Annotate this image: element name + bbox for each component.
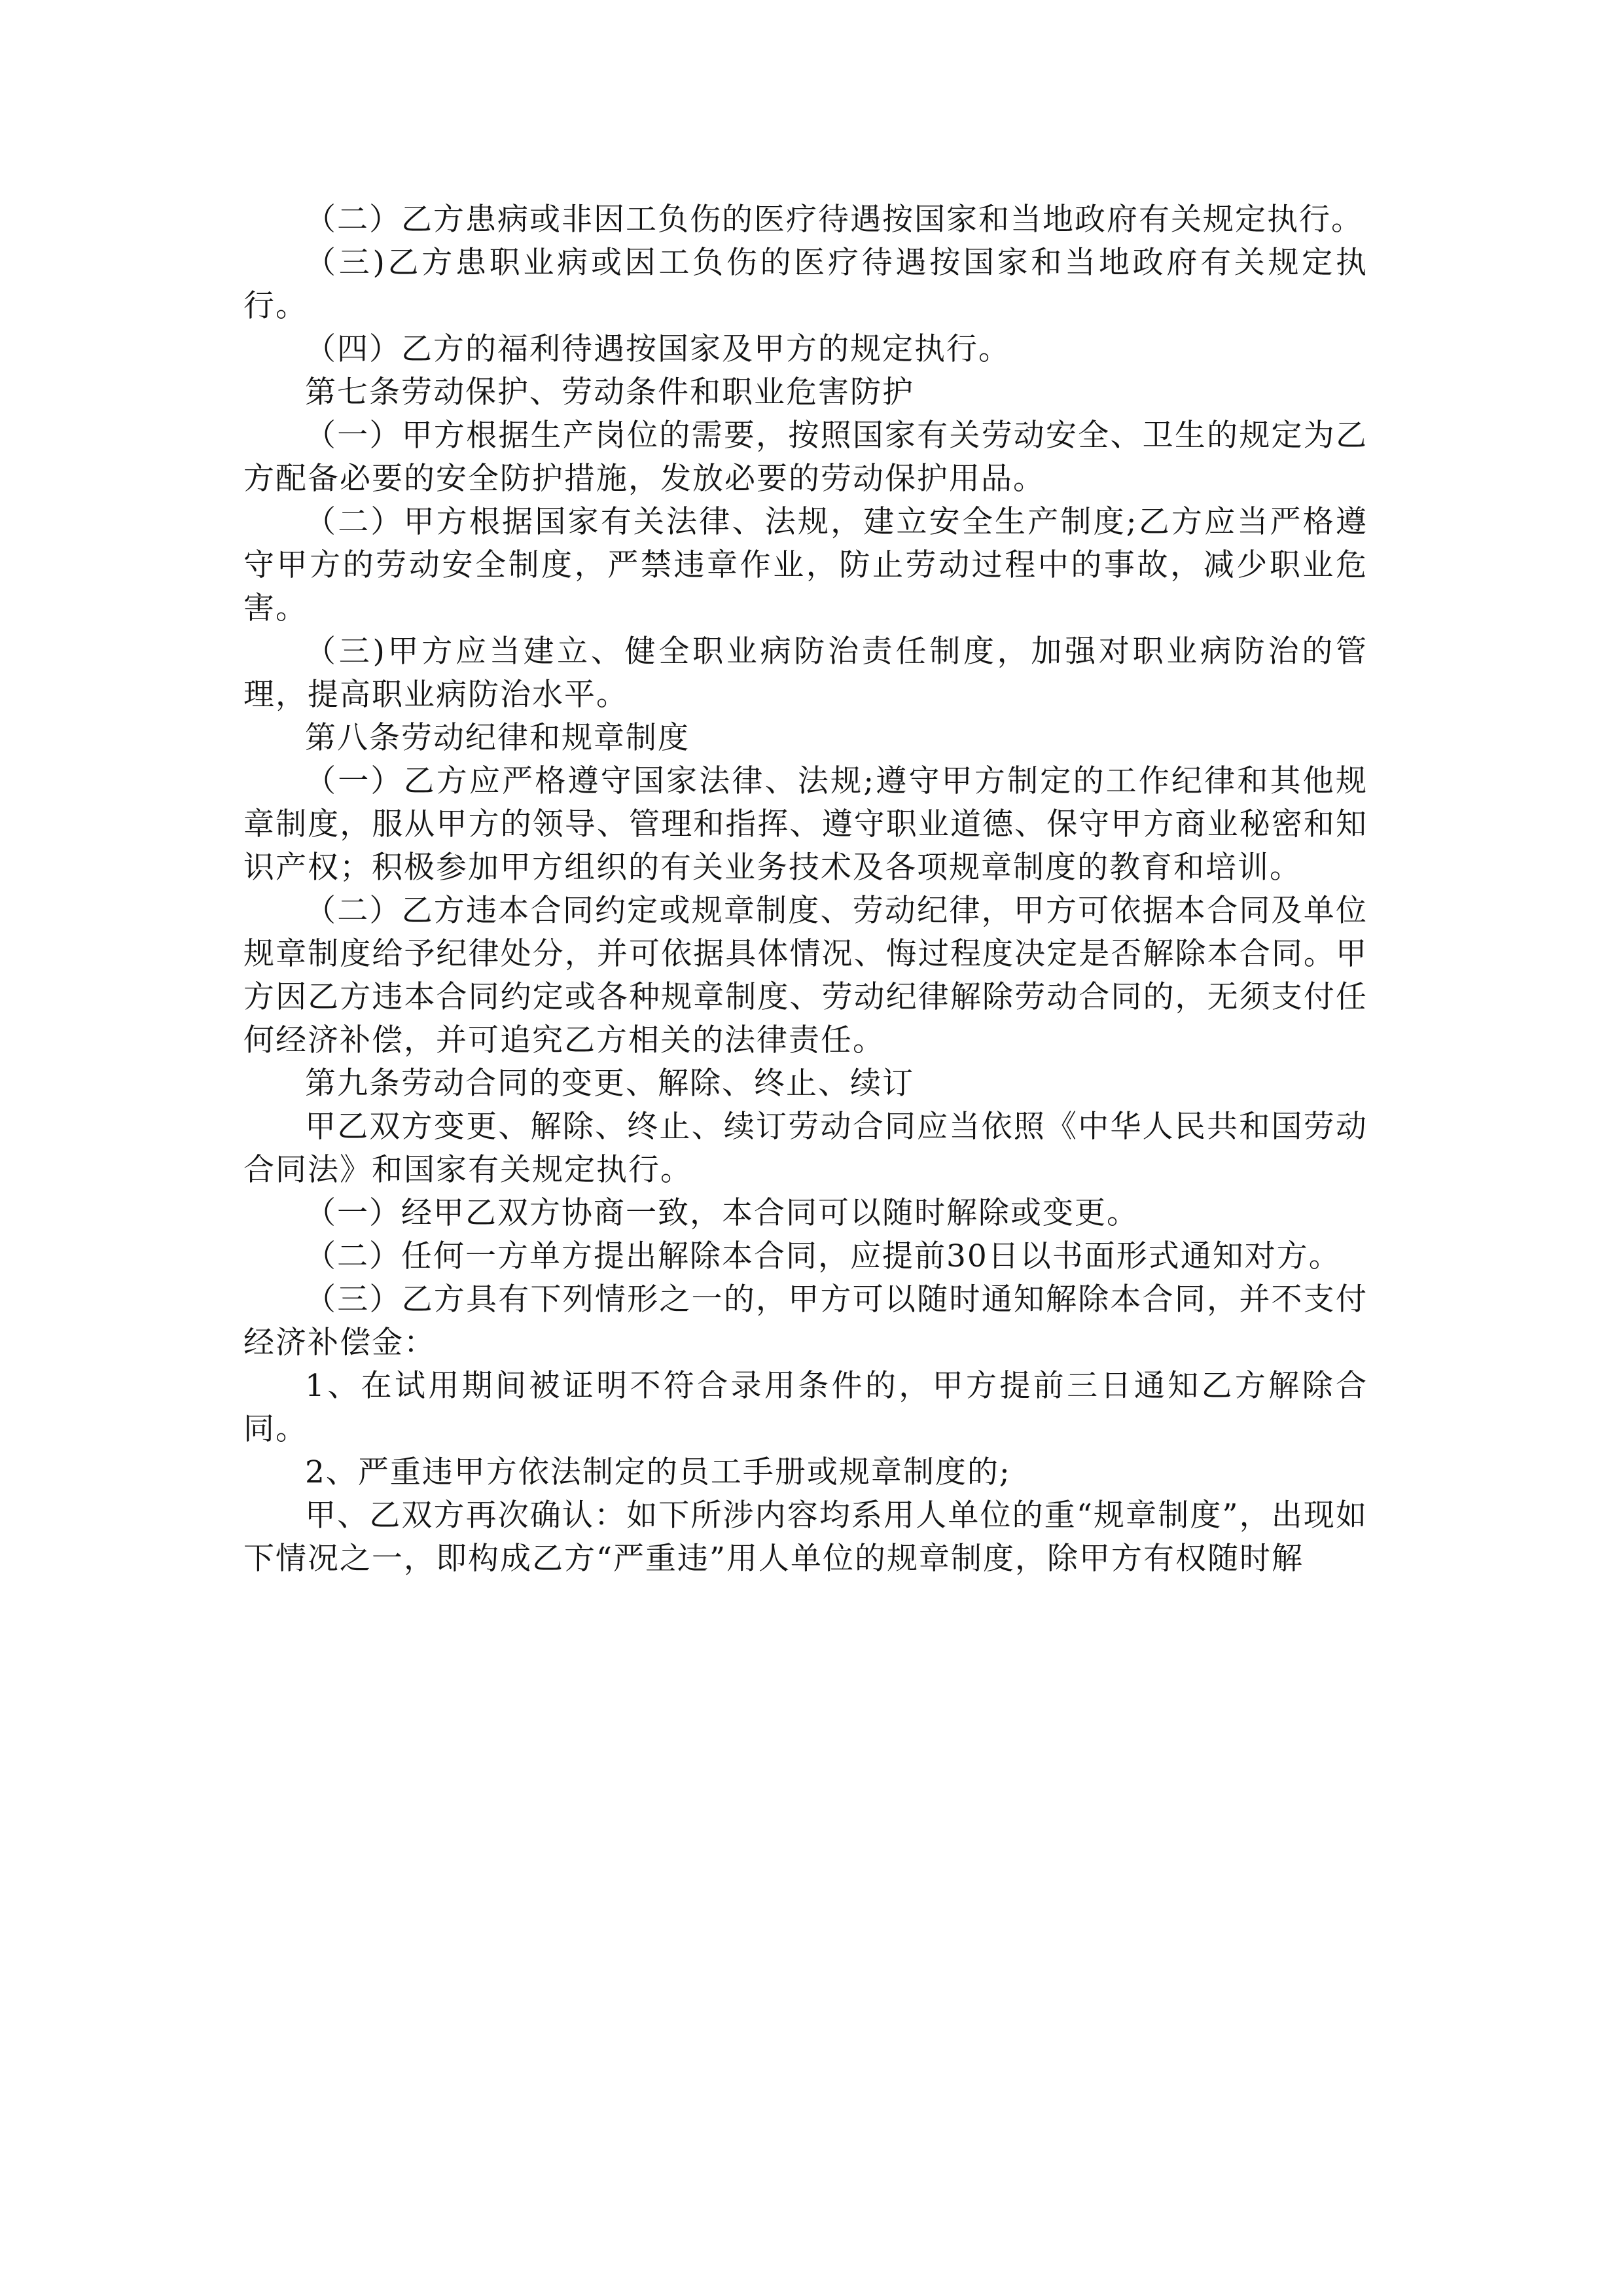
paragraph-safety-equipment: （一）甲方根据生产岗位的需要，按照国家有关劳动安全、卫生的规定为乙方配备必要的安全防护措施，发放必要的劳动保护用品。 bbox=[243, 418, 1368, 497]
paragraph-obey-rules: （一）乙方应严格遵守国家法律、法规;遵守甲方制定的工作纪律和其他规章制度，服从甲方的领导、管理和指挥、遵守职业道德、保守甲方商业秘密和知识产权；积极参加甲方组织的有关业务技术及各项规章制度的教育和培训。 bbox=[243, 763, 1368, 886]
paragraph-contract-law: 甲乙双方变更、解除、终止、续订劳动合同应当依照《中华人民共和国劳动合同法》和国家有关规定执行。 bbox=[243, 1109, 1368, 1188]
paragraph-welfare: （四）乙方的福利待遇按国家及甲方的规定执行。 bbox=[305, 331, 1010, 367]
article-8-heading: 第八条劳动纪律和规章制度 bbox=[305, 720, 690, 756]
article-7-heading: 第七条劳动保护、劳动条件和职业危害防护 bbox=[305, 374, 914, 410]
article-9-heading: 第九条劳动合同的变更、解除、终止、续订 bbox=[305, 1066, 914, 1102]
paragraph-notice-termination: （二）任何一方单方提出解除本合同，应提前30日以书面形式通知对方。 bbox=[305, 1238, 1341, 1274]
list-item-probation: 1、在试用期间被证明不符合录用条件的，甲方提前三日通知乙方解除合同。 bbox=[243, 1368, 1368, 1447]
paragraph-medical-occupational-injury: （三)乙方患职业病或因工负伤的医疗待遇按国家和当地政府有关规定执行。 bbox=[243, 245, 1368, 324]
paragraph-confirmation: 甲、乙双方再次确认：如下所涉内容均系用人单位的重“规章制度”，出现如下情况之一，即构成乙方“严重违”用人单位的规章制度，除甲方有权随时解 bbox=[243, 1498, 1368, 1577]
list-item-serious-violation: 2、严重违甲方依法制定的员工手册或规章制度的; bbox=[305, 1454, 1011, 1490]
document-body bbox=[243, 198, 1368, 1581]
paragraph-safety-system: （二）甲方根据国家有关法律、法规，建立安全生产制度;乙方应当严格遵守甲方的劳动安全制度，严禁违章作业，防止劳动过程中的事故，减少职业危害。 bbox=[243, 504, 1368, 626]
paragraph-occupational-disease: （三)甲方应当建立、健全职业病防治责任制度，加强对职业病防治的管理，提高职业病防治水平。 bbox=[243, 634, 1368, 713]
paragraph-discipline: （二）乙方违本合同约定或规章制度、劳动纪律，甲方可依据本合同及单位规章制度给予纪律处分，并可依据具体情况、悔过程度决定是否解除本合同。甲方因乙方违本合同约定或各种规章制度、劳动纪律解除劳动合同的，无须支付任何经济补偿，并可追究乙方相关的法律责任。 bbox=[243, 893, 1368, 1058]
paragraph-immediate-termination: （三）乙方具有下列情形之一的，甲方可以随时通知解除本合同，并不支付经济补偿金： bbox=[243, 1282, 1368, 1361]
paragraph-medical-non-work-injury: （二）乙方患病或非因工负伤的医疗待遇按国家和当地政府有关规定执行。 bbox=[305, 202, 1363, 238]
paragraph-mutual-termination: （一）经甲乙双方协商一致，本合同可以随时解除或变更。 bbox=[305, 1195, 1139, 1231]
